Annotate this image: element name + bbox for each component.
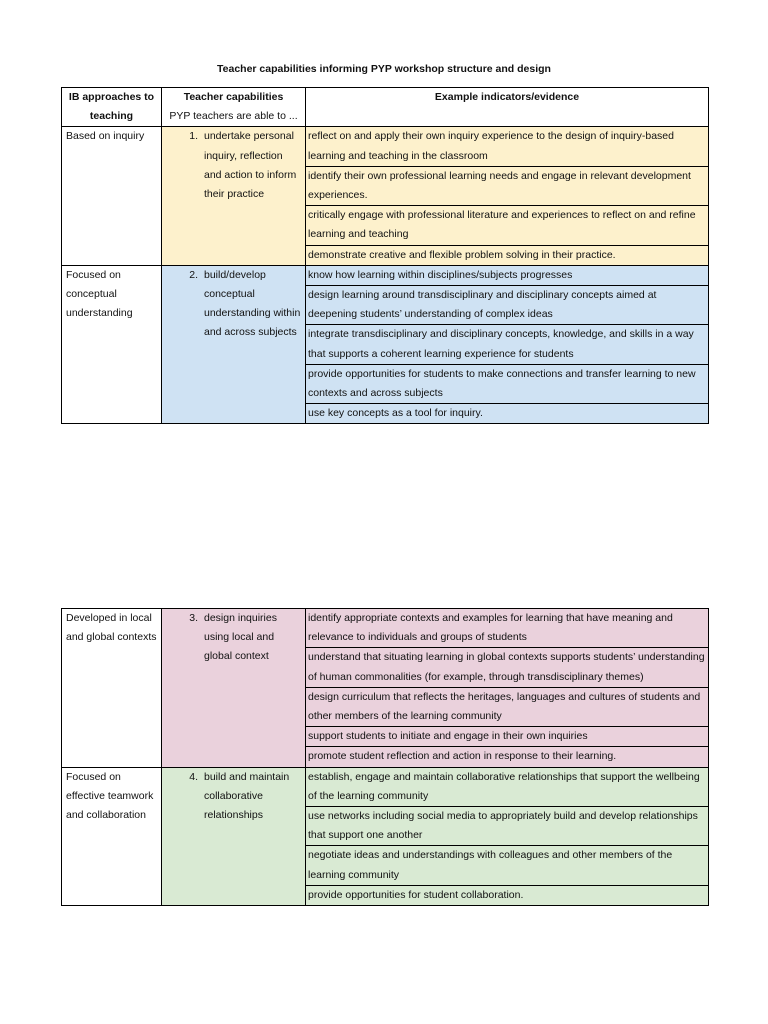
- indicator-cell: support students to initiate and engage in their own inquiries: [306, 727, 709, 747]
- capabilities-table-part-1: [61, 87, 709, 424]
- indicator-cell: demonstrate creative and flexible problem solving in their practice.: [306, 245, 709, 265]
- indicator-cell: promote student reflection and action in response to their learning.: [306, 747, 709, 767]
- header-teacher-capabilities-sub: PYP teachers are able to ...: [169, 110, 298, 123]
- capability-number: 4.: [189, 770, 198, 783]
- indicator-cell: design learning around transdisciplinary and disciplinary concepts aimed at deepening students’ understanding of complex ideas: [306, 286, 709, 325]
- indicator-cell: negotiate ideas and understandings with colleagues and other members of the learning community: [306, 846, 709, 885]
- indicator-cell: provide opportunities for students to make connections and transfer learning to new contexts and across subjects: [306, 364, 709, 403]
- approach-cell: Based on inquiry: [62, 127, 162, 265]
- approach-cell: Developed in local and global contexts: [62, 609, 162, 768]
- table-row: [62, 767, 709, 806]
- document-title: Teacher capabilities informing PYP workshop structure and design: [217, 63, 551, 75]
- capability-cell: [162, 127, 306, 265]
- capability-cell: [162, 265, 306, 424]
- capabilities-table-part-2: [61, 608, 709, 906]
- indicator-cell: identify appropriate contexts and examples for learning that have meaning and relevance to individuals and groups of students: [306, 609, 709, 648]
- capability-number: 2.: [189, 268, 198, 281]
- capability-text: build and maintain collaborative relationships: [204, 770, 290, 822]
- capability-number: 3.: [189, 612, 198, 624]
- capability-text: undertake personal inquiry, reflection and action to inform their practice: [204, 130, 297, 201]
- indicator-cell: use networks including social media to appropriately build and develop relationships that support one another: [306, 807, 709, 846]
- indicator-cell: reflect on and apply their own inquiry experience to the design of inquiry-based learning and teaching in the classroom: [306, 127, 709, 166]
- approach-cell: Focused on conceptual understanding: [62, 265, 162, 424]
- capability-text: build/develop conceptual understanding within and across subjects: [204, 268, 301, 339]
- capability-text: design inquiries using local and global context: [204, 612, 277, 663]
- indicator-cell: design curriculum that reflects the heritages, languages and cultures of students and other members of the learning community: [306, 687, 709, 726]
- indicator-cell: know how learning within disciplines/subjects progresses: [306, 265, 709, 285]
- indicator-cell: establish, engage and maintain collaborative relationships that support the wellbeing of the learning community: [306, 767, 709, 806]
- indicator-cell: understand that situating learning in global contexts supports students’ understanding of human commonalities (for example, through transdisciplinary themes): [306, 648, 709, 687]
- capability-cell: [162, 767, 306, 905]
- header-teacher-capabilities: [162, 88, 306, 127]
- indicator-cell: identify their own professional learning needs and engage in relevant development experiences.: [306, 166, 709, 205]
- table-row: [62, 127, 709, 166]
- capability-number: 1.: [189, 130, 198, 143]
- indicator-cell: provide opportunities for student collaboration.: [306, 885, 709, 905]
- table-row: [62, 609, 709, 648]
- indicator-cell: critically engage with professional literature and experiences to reflect on and refine learning and teaching: [306, 206, 709, 245]
- table-header-row: [62, 88, 709, 127]
- table-row: [62, 265, 709, 285]
- header-ib-approaches: IB approaches to teaching: [62, 88, 162, 127]
- approach-cell: Focused on effective teamwork and collaboration: [62, 767, 162, 905]
- indicator-cell: use key concepts as a tool for inquiry.: [306, 404, 709, 424]
- header-teacher-capabilities-title: Teacher capabilities: [183, 91, 284, 103]
- indicator-cell: integrate transdisciplinary and disciplinary concepts, knowledge, and skills in a way that supports a coherent learning experience for students: [306, 325, 709, 364]
- capability-cell: [162, 609, 306, 768]
- header-example-indicators: Example indicators/evidence: [306, 88, 709, 127]
